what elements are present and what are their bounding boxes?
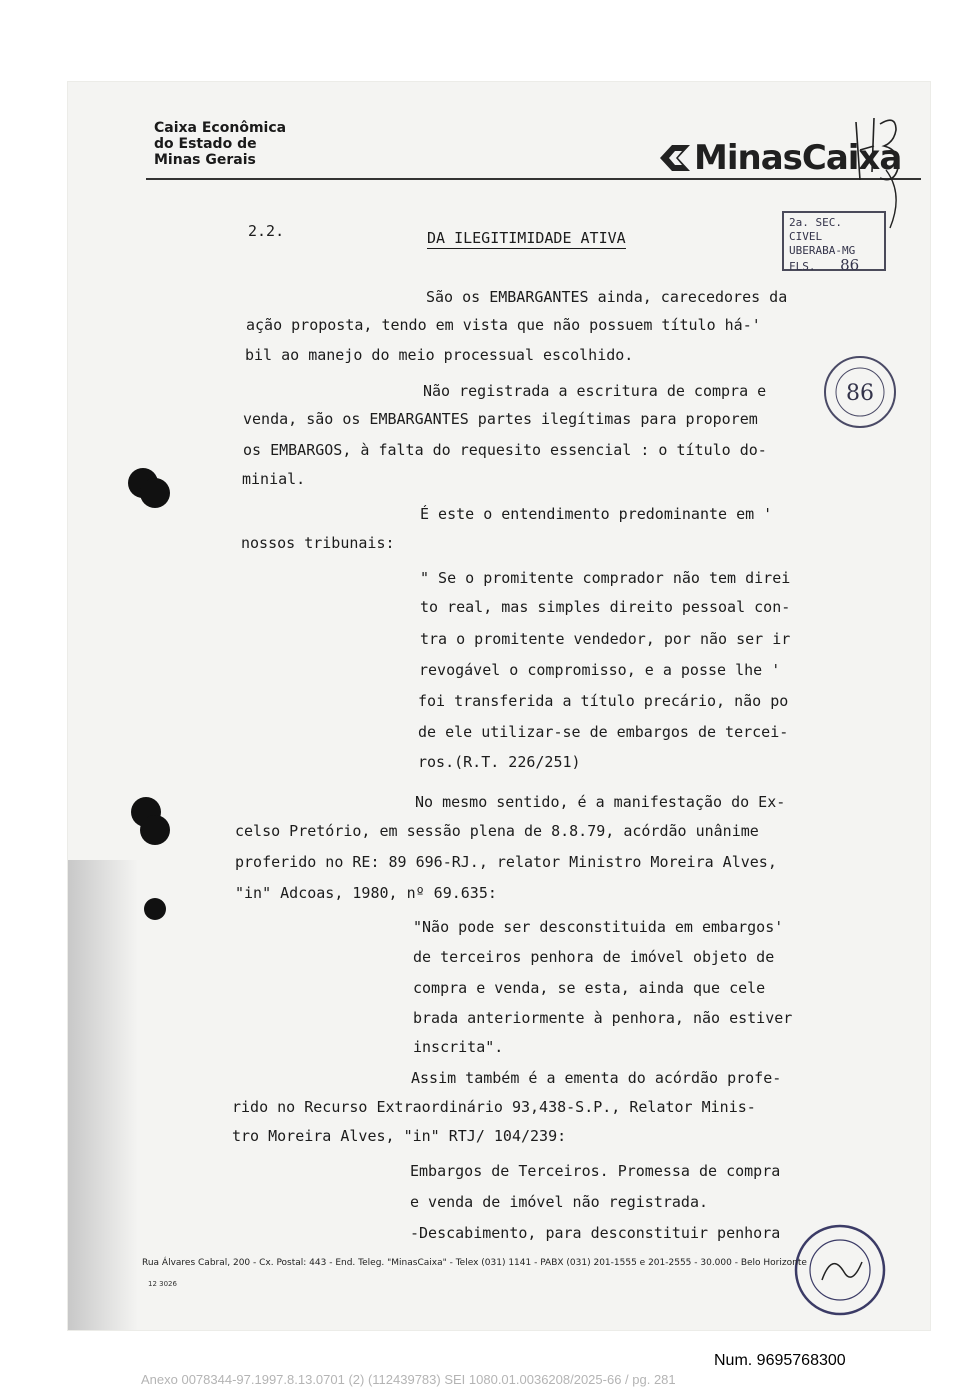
brand-name: MinasCaixa [694,138,902,178]
quote-line: to real, mas simples direito pessoal con- [420,598,791,616]
quote-line: revogável o compromisso, e a posse lhe ' [419,661,781,679]
body-line: ação proposta, tendo em vista que não possuem título há-' [246,316,761,334]
body-line: "in" Adcoas, 1980, nº 69.635: [235,884,497,902]
quote-line: tra o promitente vendedor, por não ser ir [420,630,791,648]
quote-line: de ele utilizar-se de embargos de tercei- [418,723,789,741]
organization-name [154,120,286,168]
punch-hole [140,478,170,508]
body-line: São os EMBARGANTES ainda, carecedores da [426,288,788,306]
body-line: nossos tribunais: [241,534,395,552]
stamp-line: 2a. SEC. CIVEL [789,216,842,243]
notary-seal [792,1222,888,1318]
body-line: os EMBARGOS, à falta do requesito essencial : o título do- [243,441,767,459]
section-title: DA ILEGITIMIDADE ATIVA [427,229,626,247]
body-line: É este o entendimento predominante em ' [420,505,773,523]
quote-line: Embargos de Terceiros. Promessa de compra [410,1162,781,1180]
court-seal [822,354,898,430]
body-line: Não registrada a escritura de compra e [423,382,767,400]
org-line: Minas Gerais [154,152,256,168]
body-line: rido no Recurso Extraordinário 93,438-S.P., Relator Minis- [232,1098,756,1116]
stamp-folio-row [789,258,879,274]
quote-line: de terceiros penhora de imóvel objeto de [413,948,775,966]
body-line: tro Moreira Alves, "in" RTJ/ 104/239: [232,1127,567,1145]
ink-stain [144,898,166,920]
stamp-folio: 86 [840,256,860,274]
court-stamp [782,211,886,274]
quote-line: "Não pode ser desconstituida em embargos' [413,918,784,936]
punch-hole [140,815,170,845]
letterhead-footer-address: Rua Álvares Cabral, 200 - Cx. Postal: 443 - End. Teleg. "MinasCaixa" - Telex (031) 1141 - PABX (031) 201-1555 e 201-2555 - 30.000 - Belo Horizonte [142,1258,807,1268]
body-line: celso Pretório, em sessão plena de 8.8.79, acórdão unânime [235,822,759,840]
body-line: minial. [242,470,306,488]
quote-line: compra e venda, se esta, ainda que cele [413,979,766,997]
body-line: No mesmo sentido, é a manifestação do Ex- [415,793,786,811]
quote-line: -Descabimento, para desconstituir penhora [410,1224,781,1242]
body-line: bil ao manejo do meio processual escolhido. [245,346,634,364]
quote-line: e venda de imóvel não registrada. [410,1193,709,1211]
quote-line: ros.(R.T. 226/251) [418,753,581,771]
body-line: venda, são os EMBARGANTES partes ilegítimas para proporem [243,410,758,428]
minascaixa-logo-icon [658,141,692,175]
quote-line: brada anteriormente à penhora, não estiver [413,1009,793,1027]
document-number: Num. 9695768300 [714,1352,846,1369]
body-line: Assim também é a ementa do acórdão profe- [411,1069,782,1087]
quote-line: foi transferida a título precário, não po [418,692,789,710]
section-number: 2.2. [248,222,285,240]
seal-folio: 86 [846,381,874,406]
org-line: do Estado de [154,136,257,152]
annex-reference: Anexo 0078344-97.1997.8.13.0701 (2) (112439783) SEI 1080.01.0036208/2025-66 / pg. 281 [141,1372,676,1387]
body-line: proferido no RE: 89 696-RJ., relator Ministro Moreira Alves, [235,853,777,871]
quote-line: inscrita". [413,1038,504,1056]
stamp-label: FLS. [789,260,816,273]
quote-line: " Se o promitente comprador não tem direi [420,569,791,587]
scan-shadow [68,860,138,1330]
stamp-line: UBERABA-MG [789,244,856,257]
org-line: Caixa Econômica [154,120,287,136]
header-divider [146,178,921,180]
form-code: 12 3026 [148,1280,177,1288]
